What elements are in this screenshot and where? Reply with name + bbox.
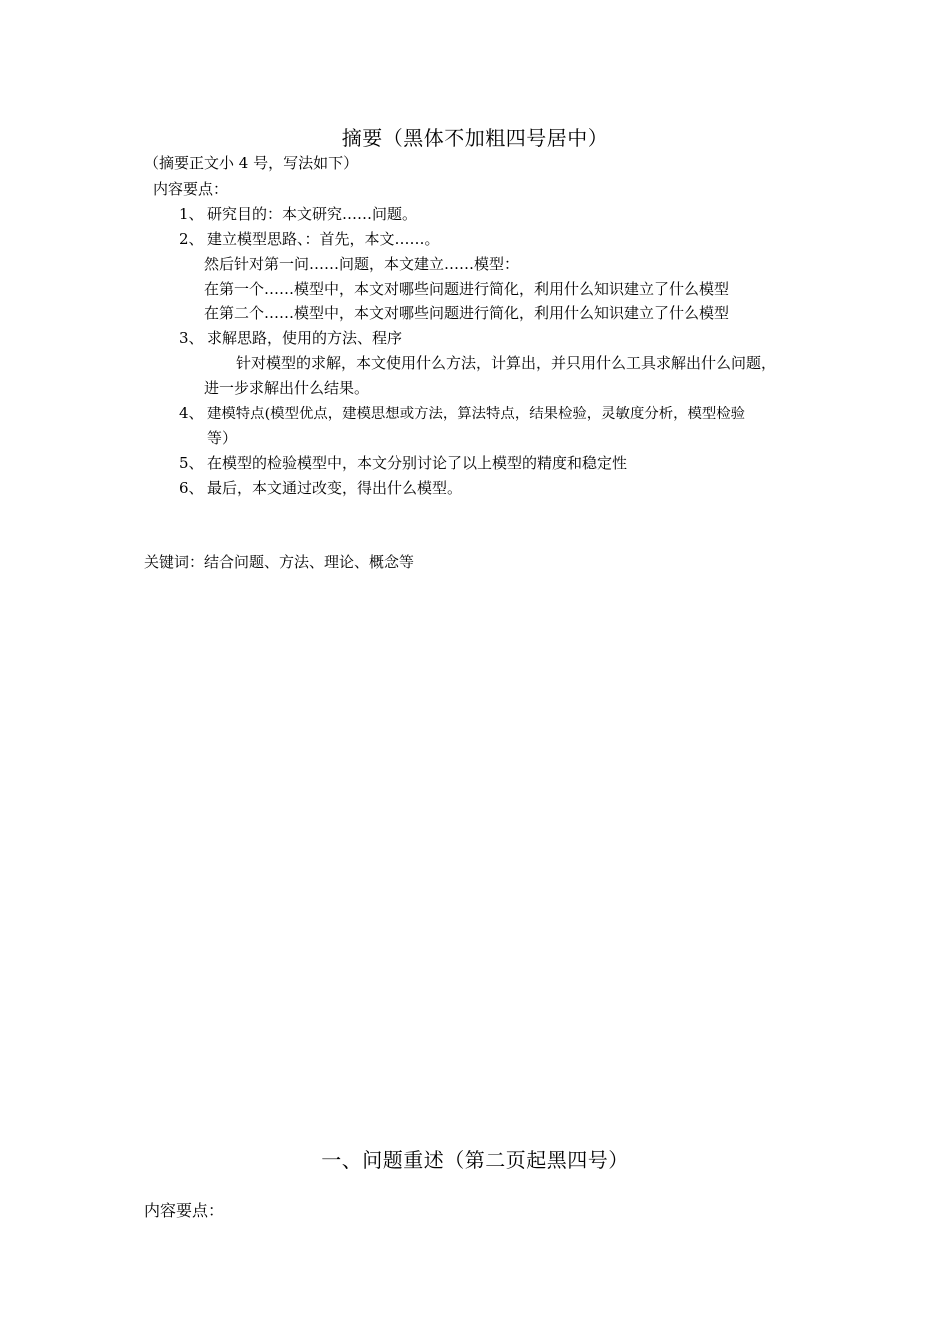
- item-text: 然后针对第一问……问题，本文建立……模型：: [204, 255, 520, 273]
- section-title: 一、问题重述（第二页起黑四号）: [321, 1148, 629, 1172]
- item-num: 3、: [179, 329, 204, 347]
- abstract-subtitle: （摘要正文小 4 号，写法如下）: [144, 154, 359, 172]
- keywords: 关键词：结合问题、方法、理论、概念等: [144, 553, 415, 571]
- item-text: 建模特点(模型优点，建模思想或方法，算法特点，结果检验，灵敏度分析，模型检验: [207, 406, 746, 422]
- item-text: 进一步求解出什么结果。: [204, 379, 370, 397]
- item-text: 最后，本文通过改变，得出什么模型。: [207, 479, 463, 497]
- item-num: 5、: [179, 454, 204, 472]
- abstract-title: 摘要（黑体不加粗四号居中）: [341, 126, 609, 150]
- item-text: 建立模型思路、：首先，本文……。: [207, 230, 440, 248]
- section-points-label: 内容要点：: [144, 1201, 225, 1220]
- item-num: 4、: [179, 404, 204, 422]
- item-text: 等）: [207, 429, 238, 447]
- item-text: 在第二个……模型中，本文对哪些问题进行简化，利用什么知识建立了什么模型: [204, 304, 730, 322]
- points-label: 内容要点：: [153, 180, 229, 198]
- item-num: 2、: [179, 230, 204, 248]
- item-text: 在第一个……模型中，本文对哪些问题进行简化，利用什么知识建立了什么模型: [204, 280, 730, 298]
- item-text: 针对模型的求解，本文使用什么方法，计算出，并只用什么工具求解出什么问题，: [236, 354, 777, 372]
- item-text: 在模型的检验模型中，本文分别讨论了以上模型的精度和稳定性: [207, 454, 628, 472]
- item-num: 6、: [179, 479, 204, 497]
- item-num: 1、: [179, 205, 204, 223]
- item-text: 研究目的：本文研究……问题。: [207, 205, 418, 223]
- item-text: 求解思路，使用的方法、程序: [207, 329, 403, 347]
